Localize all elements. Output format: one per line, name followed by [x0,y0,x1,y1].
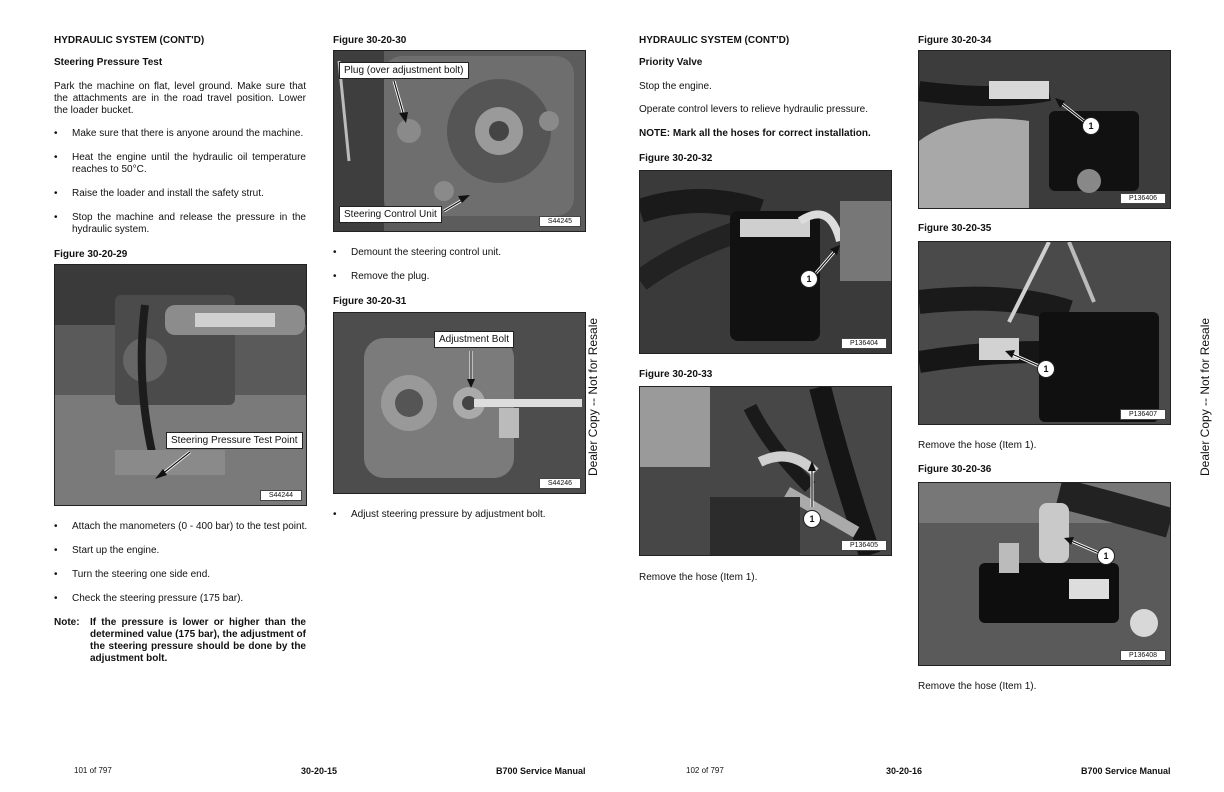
figure-title: Figure 30-20-34 [918,35,992,46]
figure-code: P136404 [841,338,887,349]
figure-photo [918,241,1171,425]
list-item: • Start up the engine. [54,545,160,556]
figure-code: P136406 [1120,193,1166,204]
item-callout: 1 [1037,360,1055,378]
item-callout: 1 [803,510,821,528]
intro-paragraph: Park the machine on flat, level ground. Make sure that the attachments are in the road travel position. Lower the loader bucket. [54,81,306,116]
figure-code: P136407 [1120,409,1166,420]
figure-photo [918,482,1171,666]
callout-arrow [919,483,1170,665]
footer-manual-title: B700 Service Manual [496,766,586,776]
list-item: • Attach the manometers (0 - 400 bar) to the test point. [54,521,308,532]
paragraph: Remove the hose (Item 1). [918,440,1037,451]
callout-arrow [55,265,306,505]
figure-callout-label: Plug (over adjustment bolt) [339,62,469,79]
figure-code: P136405 [841,540,887,551]
figure-code: S44246 [539,478,581,489]
section-header: HYDRAULIC SYSTEM (CONT'D) [639,35,790,46]
figure-photo [639,386,892,556]
note-label: Note: [54,617,80,628]
item-callout: 1 [1097,547,1115,565]
list-item: • Raise the loader and install the safety strut. [54,188,264,199]
footer-page-of: 101 of 797 [74,766,112,775]
footer-manual-title: B700 Service Manual [1081,766,1171,776]
paragraph: Remove the hose (Item 1). [918,681,1037,692]
note-text: If the pressure is lower or higher than the determined value (175 bar), the adjustment of the steering pressure should be done by the adjustment bolt. [90,617,306,664]
figure-callout-label: Adjustment Bolt [434,331,514,348]
figure-title: Figure 30-20-30 [333,35,407,46]
figure-callout-label: Steering Pressure Test Point [166,432,303,449]
figure-callout-label: Steering Control Unit [339,206,442,223]
list-item: • Heat the engine until the hydraulic oil temperature reaches to 50°C. [54,152,306,175]
callout-arrow [919,242,1170,424]
section-header: HYDRAULIC SYSTEM (CONT'D) [54,35,205,46]
dealer-copy-watermark: Dealer Copy -- Not for Resale [586,317,600,476]
figure-code: P136408 [1120,650,1166,661]
callout-arrow [640,171,891,353]
callout-arrow [334,51,585,231]
footer-page-of: 102 of 797 [686,766,724,775]
figure-photo [333,50,586,232]
figure-code: S44244 [260,490,302,501]
figure-title: Figure 30-20-36 [918,464,992,475]
figure-photo [54,264,307,506]
note-text: NOTE: Mark all the hoses for correct installation. [639,128,871,139]
list-item: • Remove the plug. [333,271,430,282]
callout-arrow [334,313,585,493]
figure-title: Figure 30-20-31 [333,296,407,307]
figure-title: Figure 30-20-35 [918,223,992,234]
section-subheader: Steering Pressure Test [54,57,163,68]
footer-page-number: 30-20-16 [886,766,923,776]
dealer-copy-watermark: Dealer Copy -- Not for Resale [1198,317,1212,476]
section-subheader: Priority Valve [639,57,703,68]
list-item: • Check the steering pressure (175 bar). [54,593,244,604]
list-item: • Adjust steering pressure by adjustment bolt. [333,509,546,520]
figure-title: Figure 30-20-29 [54,249,128,260]
item-callout: 1 [800,270,818,288]
callout-arrow [919,51,1170,208]
figure-title: Figure 30-20-33 [639,369,713,380]
list-item: • Stop the machine and release the pressure in the hydraulic system. [54,212,306,235]
item-callout: 1 [1082,117,1100,135]
figure-photo [333,312,586,494]
figure-code: S44245 [539,216,581,227]
list-item: • Demount the steering control unit. [333,247,502,258]
list-item: • Turn the steering one side end. [54,569,211,580]
list-item: • Make sure that there is anyone around the machine. [54,128,304,139]
paragraph: Stop the engine. [639,81,712,92]
callout-arrow [640,387,891,555]
figure-title: Figure 30-20-32 [639,153,713,164]
paragraph: Remove the hose (Item 1). [639,572,758,583]
footer-page-number: 30-20-15 [301,766,338,776]
figure-photo [918,50,1171,209]
figure-photo [639,170,892,354]
paragraph: Operate control levers to relieve hydraulic pressure. [639,104,868,115]
